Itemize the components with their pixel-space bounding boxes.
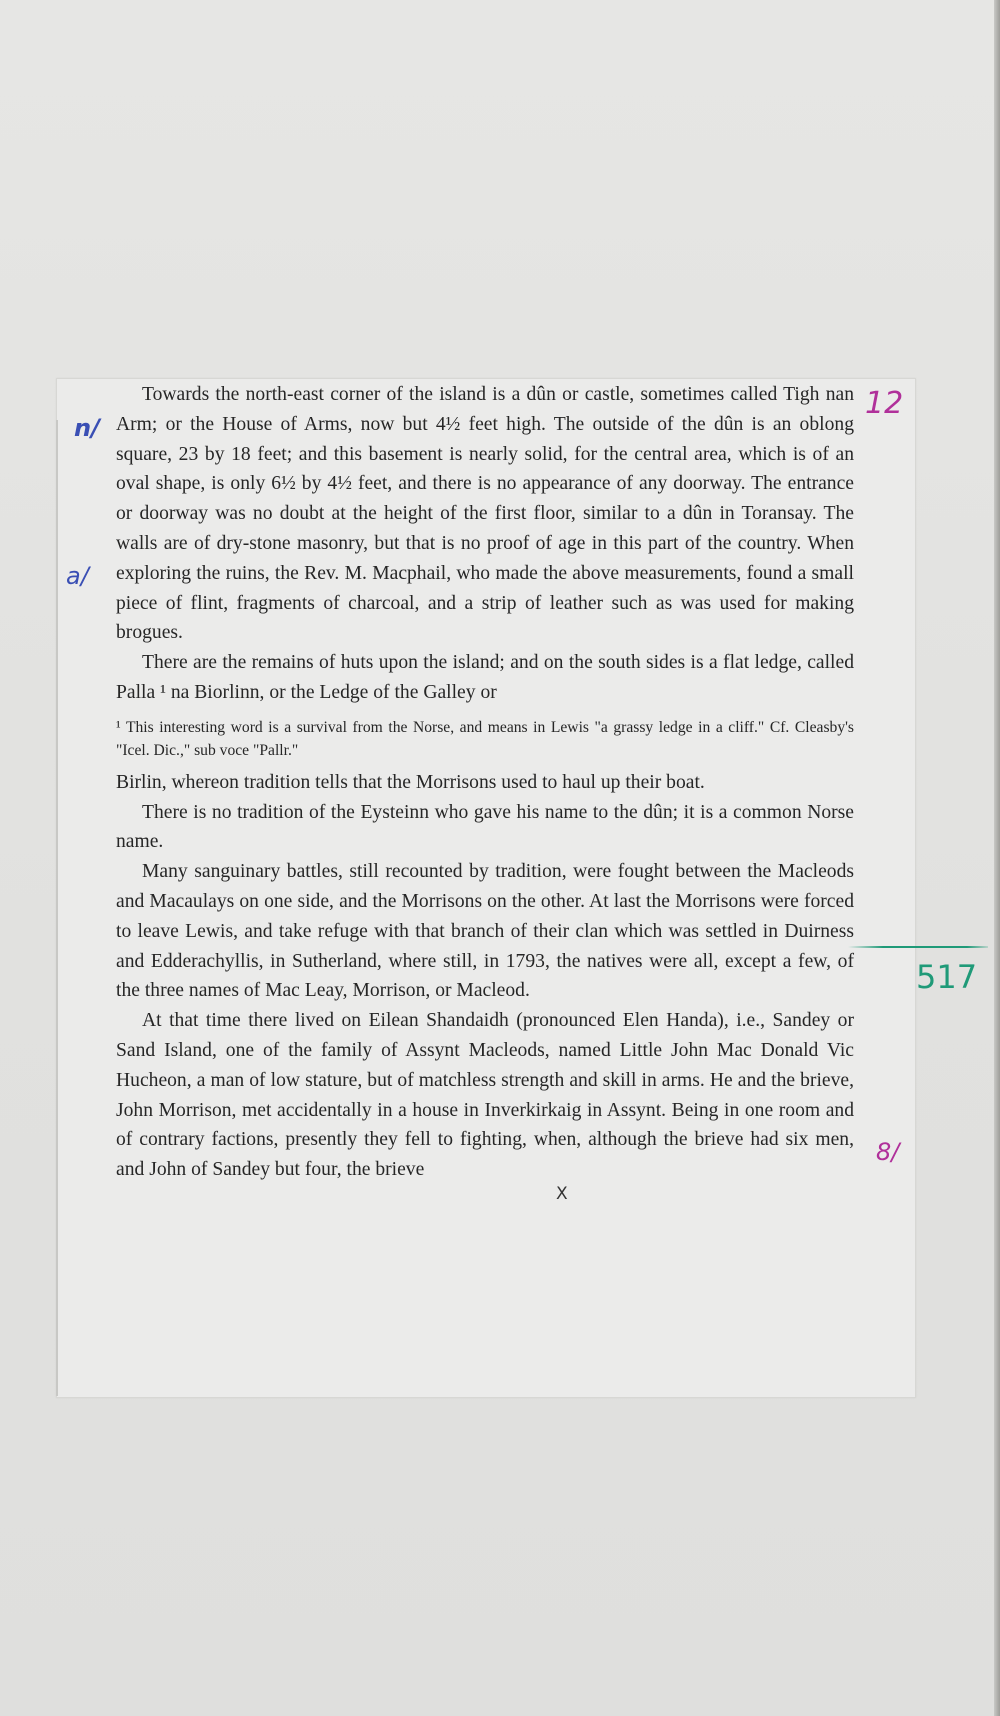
paragraph-birlin: Birlin, whereon tradition tells that the Morrisons used to haul up their boat. [116,771,705,793]
insertion-mark: X [556,1184,568,1204]
margin-note-81: 8/ [876,1138,900,1166]
margin-note-517: 517 [916,958,978,996]
page-edge [994,0,1000,1716]
paragraph-eysteinn: There is no tradition of the Eysteinn who gave his name to the dûn; it is a common Norse name. [116,801,854,853]
margin-note-n: n/ [74,414,100,442]
paragraph-sandey: At that time there lived on Eilean Shandaidh (pronounced Elen Handa), i.e., Sandey or Sand Island, one of the family of Assynt Macleods, named Little John Mac Donald Vic Hucheon, a man of low stature, but of matchless strength and skill in arms. He and the brieve, John Morrison, met accidentally in a house in Inverkirkaig in Assynt. Being in one room and of contrary factions, presently they fell to fighting, when, although the brieve had six men, and John of Sandey but four, the brieve [116,1010,854,1181]
footnote: ¹ This interesting word is a survival from the Norse, and means in Lewis "a grassy ledge in a cliff." Cf. Cleasby's "Icel. Dic.," sub voce "Pallr." [116,718,854,759]
body-text [116,380,854,1185]
clipping-edge [56,420,58,1396]
teal-margin-rule [848,946,988,948]
paragraph-huts: There are the remains of huts upon the island; and on the south sides is a flat ledge, called Palla ¹ na Biorlinn, or the Ledge of the Galley or [116,652,854,703]
margin-note-12: 12 [865,386,904,421]
paragraph-dun: Towards the north-east corner of the island is a dûn or castle, sometimes called Tigh nan Arm; or the House of Arms, now but 4½ feet high. The outside of the dûn is an oblong square, 23 by 18 feet; and this basement is nearly solid, for the central area, which is of an oval shape, is only 6½ by 4½ feet, and there is no appearance of any doorway. The entrance or doorway was no doubt at the height of the first floor, similar to a dûn in Toransay. The walls are of dry-stone masonry, but that is no proof of age in this part of the country. When exploring the ruins, the Rev. M. Macphail, who made the above measurements, found a small piece of flint, fragments of charcoal, and a strip of leather such as was used for making brogues. [116,384,854,644]
margin-note-a: a/ [66,562,89,590]
paragraph-battles: Many sanguinary battles, still recounted by tradition, were fought between the Macleods and Macaulays on one side, and the Morrisons on the other. At last the Morrisons were forced to leave Lewis, and take refuge with that branch of their clan which was settled in Duirness and Edderachyllis, in Sutherland, where still, in 1793, the natives were all, except a few, of the three names of Mac Leay, Morrison, or Macleod. [116,861,854,1002]
